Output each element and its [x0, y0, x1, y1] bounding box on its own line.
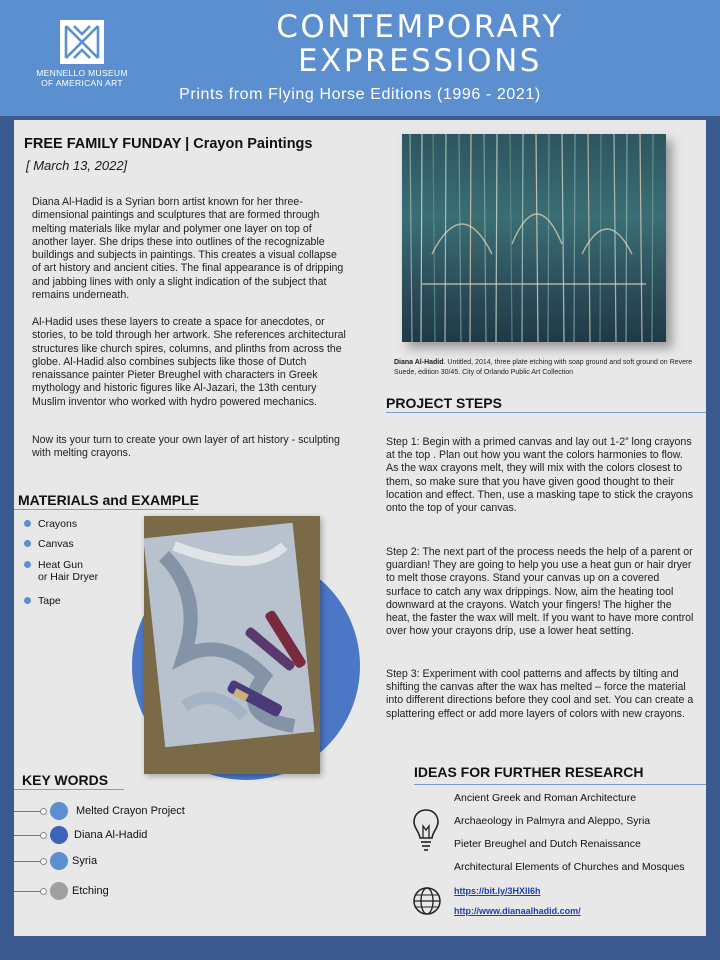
research-idea: Architectural Elements of Churches and Mosques	[454, 861, 685, 873]
museum-logo-icon	[60, 20, 104, 64]
keywords-heading: KEY WORDS	[22, 772, 109, 788]
keyword-item	[14, 824, 274, 848]
material-heat-gun: Heat Gun or Hair Dryer	[38, 559, 98, 583]
project-steps-heading: PROJECT STEPS	[386, 395, 502, 411]
example-photo	[144, 516, 320, 774]
keyword-item	[14, 880, 274, 904]
keyword-dot-icon	[50, 882, 68, 900]
material-canvas: Canvas	[38, 538, 74, 550]
title-line1: CONTEMPORARY	[276, 9, 564, 45]
step-3-text: Step 3: Experiment with cool patterns and affects by tilting and shifting the canvas after the wax has melted – force the material into different directions before they cool and set. You can create a splattering effect or add more layers of colors with new crayons.	[386, 668, 694, 720]
project-steps-divider	[386, 412, 706, 413]
bullet-icon	[24, 597, 31, 604]
title-line2: EXPRESSIONS	[298, 43, 542, 79]
research-link-bitly[interactable]: https://bit.ly/3HXll6h	[454, 886, 541, 896]
research-divider	[414, 784, 706, 785]
keyword-dot-icon	[50, 826, 68, 844]
bullet-icon	[24, 540, 31, 547]
logo-text-line2: OF AMERICAN ART	[41, 78, 123, 88]
materials-heading: MATERIALS and EXAMPLE	[18, 492, 199, 508]
keyword-label: Melted Crayon Project	[76, 805, 185, 817]
materials-divider	[14, 509, 194, 510]
research-idea: Ancient Greek and Roman Architecture	[454, 792, 637, 804]
intro-paragraph-3: Now its your turn to create your own layer of art history - sculpting with melting crayons.	[32, 434, 340, 460]
keywords-divider	[14, 789, 124, 790]
museum-logo[interactable]	[22, 20, 142, 88]
page-subtitle: Prints from Flying Horse Editions (1996 - 2021)	[179, 86, 541, 103]
keyword-dot-icon	[50, 802, 68, 820]
logo-text-line1: MENNELLO MUSEUM	[36, 68, 128, 78]
globe-icon	[412, 886, 442, 916]
keyword-dot-icon	[50, 852, 68, 870]
research-link-website[interactable]: http://www.dianaalhadid.com/	[454, 906, 581, 916]
header-banner	[0, 0, 720, 116]
event-date: [ March 13, 2022]	[26, 158, 128, 173]
keyword-label: Etching	[72, 885, 109, 897]
research-idea: Archaeology in Palmyra and Aleppo, Syria	[454, 815, 651, 827]
artwork-drips	[402, 134, 666, 342]
bullet-icon	[24, 561, 31, 568]
event-title: FREE FAMILY FUNDAY | Crayon Paintings	[24, 136, 313, 152]
keyword-label: Diana Al-Hadid	[74, 829, 148, 841]
keyword-item	[14, 800, 274, 824]
intro-paragraph-2: Al-Hadid uses these layers to create a space for anecdotes, or stories, to be told through her artwork. She references architectural structures like church spires, columns, and plinths from across the globe. Al-Hadid also combines subjects like those of Dutch renaissance painter Pieter Breughel with characters in Greek mythology and historic figures like Al-Jazari, the 13th century Muslim inventor who worked with hydro powered mechanics.	[32, 316, 346, 408]
bullet-icon	[24, 520, 31, 527]
content-panel	[14, 120, 706, 936]
keyword-label: Syria	[72, 855, 98, 867]
caption-artist: Diana Al-Hadid	[394, 359, 444, 366]
material-tape: Tape	[38, 595, 61, 607]
research-idea: Pieter Breughel and Dutch Renaissance	[454, 838, 641, 850]
caption-text: . Untitled, 2014, three plate etching with soap ground and soft ground on Revere Suede, edition 30/45. City of Orlando Public Art Collection	[394, 359, 693, 376]
material-crayons: Crayons	[38, 518, 77, 530]
research-heading: IDEAS FOR FURTHER RESEARCH	[414, 764, 644, 780]
example-photo-drawing	[144, 516, 320, 774]
step-1-text: Step 1: Begin with a primed canvas and lay out 1-2” long crayons at the top . Plan out how you want the colors harmonies to flow. As the wax crayons melt, they will mix with the colors closest to them, so make sure that you have given good thought to their location and effect. Then, use a masking tape to stick the crayons onto the top of your canvas.	[386, 436, 694, 515]
keyword-item	[14, 850, 274, 874]
artwork-caption	[394, 358, 694, 378]
intro-paragraph-1: Diana Al-Hadid is a Syrian born artist known for her three-dimensional paintings and sculptures that are formed through melting materials like mylar and polymer one layer on top of another layer. She drips these into outlines of the recognizable buildings and subjects in paintings. This creates a visual collapse of art history and ancient cities. The final appearance is of dripping and jabbing lines with only a slight indication of the subject that remains underneath.	[32, 196, 344, 302]
artwork-image	[402, 134, 666, 342]
lightbulb-icon	[412, 808, 440, 852]
step-2-text: Step 2: The next part of the process needs the help of a parent or guardian! They are going to help you use a heat gun or hair dryer to melt those crayons. Stand your canvas up on a covered surface to catch any wax drippings. Now, aim the heating tool downward at the crayons. Watch your fingers! The higher the heat, the faster the wax will melt. If you want to have more control over how your crayons drip, use a lower heat setting.	[386, 546, 694, 638]
page-title	[160, 10, 680, 78]
